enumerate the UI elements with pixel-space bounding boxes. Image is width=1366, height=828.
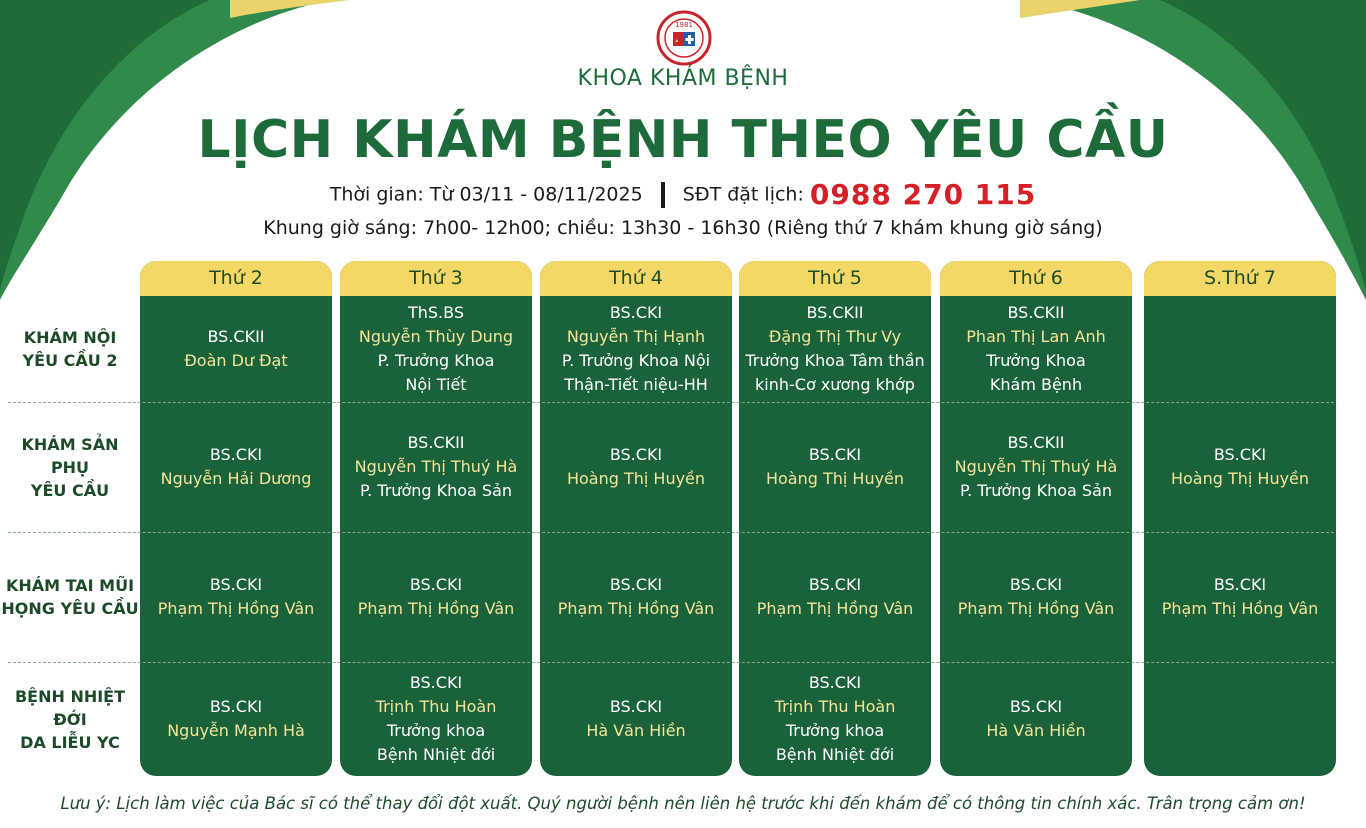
logo-year: 1981 — [675, 21, 693, 29]
day-header: Thứ 4 — [540, 261, 732, 296]
schedule-cell — [140, 296, 332, 402]
doctor-rank: BS.CKI — [808, 673, 862, 692]
doctor-name: Hoàng Thị Huyền — [566, 469, 706, 488]
doctor-rank: BS.CKI — [609, 445, 663, 464]
doctor-rank: BS.CKI — [209, 575, 263, 594]
doctor-name: Trịnh Thu Hoàn — [375, 697, 497, 716]
doctor-rank: BS.CKI — [808, 445, 862, 464]
day-header: Thứ 6 — [940, 261, 1132, 296]
schedule-cell — [340, 402, 532, 532]
separator — [661, 182, 665, 208]
day-column — [1144, 261, 1336, 776]
day-column — [140, 261, 332, 776]
schedule-cell — [940, 662, 1132, 776]
doctor-name: Phạm Thị Hồng Vân — [957, 599, 1115, 618]
doctor-name: Nguyễn Hải Dương — [160, 469, 312, 488]
schedule-cell — [940, 532, 1132, 662]
hospital-logo-icon — [656, 10, 712, 66]
doctor-role: Trưởng khoa Bệnh Nhiệt đới — [376, 721, 496, 764]
doctor-name: Nguyễn Thùy Dung — [358, 327, 514, 346]
day-header: S.Thứ 7 — [1144, 261, 1336, 296]
doctor-name: Phạm Thị Hồng Vân — [756, 599, 914, 618]
row-divider — [8, 402, 1334, 403]
schedule-cell — [1144, 532, 1336, 662]
schedule-cell — [1144, 296, 1336, 402]
day-column — [940, 261, 1132, 776]
schedule-cell — [140, 532, 332, 662]
day-column — [340, 261, 532, 776]
doctor-role: Trưởng Khoa Khám Bệnh — [986, 351, 1086, 394]
row-label: BỆNH NHIỆT ĐỚI DA LIỄU YC — [14, 686, 126, 752]
doctor-name: Phan Thị Lan Anh — [966, 327, 1106, 346]
doctor-role: P. Trưởng Khoa Nội Tiết — [377, 351, 495, 394]
footer-note: Lưu ý: Lịch làm việc của Bác sĩ có thể thay đổi đột xuất. Quý người bệnh nên liên hệ trước khi đến khám để có thông tin chính xác. Trân trọng cảm ơn! — [60, 794, 1306, 813]
schedule-cell — [739, 402, 931, 532]
day-header: Thứ 3 — [340, 261, 532, 296]
day-header: Thứ 2 — [140, 261, 332, 296]
schedule-cell — [140, 662, 332, 776]
doctor-role: P. Trưởng Khoa Sản — [359, 481, 513, 500]
doctor-name: Hà Văn Hiền — [986, 721, 1086, 740]
row-label: KHÁM SẢN PHỤ YÊU CẦU — [21, 434, 119, 500]
schedule-cell — [1144, 662, 1336, 776]
day-column — [540, 261, 732, 776]
schedule-cell — [540, 662, 732, 776]
doctor-rank: BS.CKI — [1213, 445, 1267, 464]
department-name: KHOA KHÁM BỆNH — [577, 66, 789, 91]
schedule-cell — [340, 662, 532, 776]
phone-label: SĐT đặt lịch: — [682, 183, 804, 206]
row-label: KHÁM NỘI YÊU CẦU 2 — [22, 328, 118, 370]
doctor-name: Nguyễn Thị Thuý Hà — [954, 457, 1118, 476]
day-column — [739, 261, 931, 776]
doctor-rank: BS.CKI — [609, 303, 663, 322]
row-divider — [8, 662, 1334, 663]
doctor-name: Hoàng Thị Huyền — [765, 469, 905, 488]
schedule-cell — [739, 662, 931, 776]
doctor-rank: ThS.BS — [407, 303, 464, 322]
schedule-cell — [739, 296, 931, 402]
schedule-cell — [540, 296, 732, 402]
schedule-cell — [540, 402, 732, 532]
schedule-cell — [340, 296, 532, 402]
time-range: Thời gian: Từ 03/11 - 08/11/2025 — [329, 183, 643, 206]
doctor-rank: BS.CKI — [808, 575, 862, 594]
doctor-role: P. Trưởng Khoa Nội Thận-Tiết niệu-HH — [561, 351, 711, 394]
schedule-cell — [739, 532, 931, 662]
schedule-info-line — [0, 178, 1366, 211]
schedule-cell — [940, 296, 1132, 402]
doctor-rank: BS.CKII — [1007, 433, 1065, 452]
doctor-rank: BS.CKI — [1009, 575, 1063, 594]
doctor-rank: BS.CKI — [1213, 575, 1267, 594]
doctor-rank: BS.CKII — [1007, 303, 1065, 322]
doctor-rank: BS.CKII — [207, 327, 265, 346]
doctor-rank: BS.CKI — [609, 697, 663, 716]
doctor-name: Phạm Thị Hồng Vân — [357, 599, 515, 618]
day-header: Thứ 5 — [739, 261, 931, 296]
doctor-rank: BS.CKI — [609, 575, 663, 594]
doctor-rank: BS.CKI — [409, 673, 463, 692]
doctor-name: Nguyễn Mạnh Hà — [167, 721, 305, 740]
schedule-cell — [1144, 402, 1336, 532]
booking-phone[interactable]: 0988 270 115 — [809, 178, 1037, 211]
doctor-name: Đoàn Dư Đạt — [184, 351, 288, 370]
doctor-rank: BS.CKI — [209, 697, 263, 716]
doctor-rank: BS.CKI — [209, 445, 263, 464]
doctor-name: Hoàng Thị Huyền — [1170, 469, 1310, 488]
row-label: KHÁM TAI MŨI HỌNG YÊU CẦU — [1, 576, 139, 618]
doctor-name: Hà Văn Hiền — [586, 721, 686, 740]
doctor-role: Trưởng khoa Bệnh Nhiệt đới — [775, 721, 895, 764]
doctor-rank: BS.CKII — [806, 303, 864, 322]
schedule-cell — [140, 402, 332, 532]
doctor-rank: BS.CKII — [407, 433, 465, 452]
doctor-name: Trịnh Thu Hoàn — [774, 697, 896, 716]
doctor-name: Phạm Thị Hồng Vân — [1161, 599, 1319, 618]
doctor-name: Nguyễn Thị Thuý Hà — [354, 457, 518, 476]
working-hours: Khung giờ sáng: 7h00- 12h00; chiều: 13h30 - 16h30 (Riêng thứ 7 khám khung giờ sáng) — [263, 217, 1103, 239]
doctor-name: Phạm Thị Hồng Vân — [557, 599, 715, 618]
doctor-rank: BS.CKI — [409, 575, 463, 594]
doctor-name: Nguyễn Thị Hạnh — [566, 327, 706, 346]
doctor-rank: BS.CKI — [1009, 697, 1063, 716]
doctor-name: Đặng Thị Thư Vy — [768, 327, 902, 346]
doctor-role: Trưởng Khoa Tâm thần kinh-Cơ xương khớp — [745, 351, 925, 394]
page-title: LỊCH KHÁM BỆNH THEO YÊU CẦU — [197, 110, 1169, 170]
doctor-role: P. Trưởng Khoa Sản — [959, 481, 1113, 500]
row-divider — [8, 532, 1334, 533]
schedule-cell — [540, 532, 732, 662]
doctor-name: Phạm Thị Hồng Vân — [157, 599, 315, 618]
schedule-cell — [340, 532, 532, 662]
schedule-cell — [940, 402, 1132, 532]
